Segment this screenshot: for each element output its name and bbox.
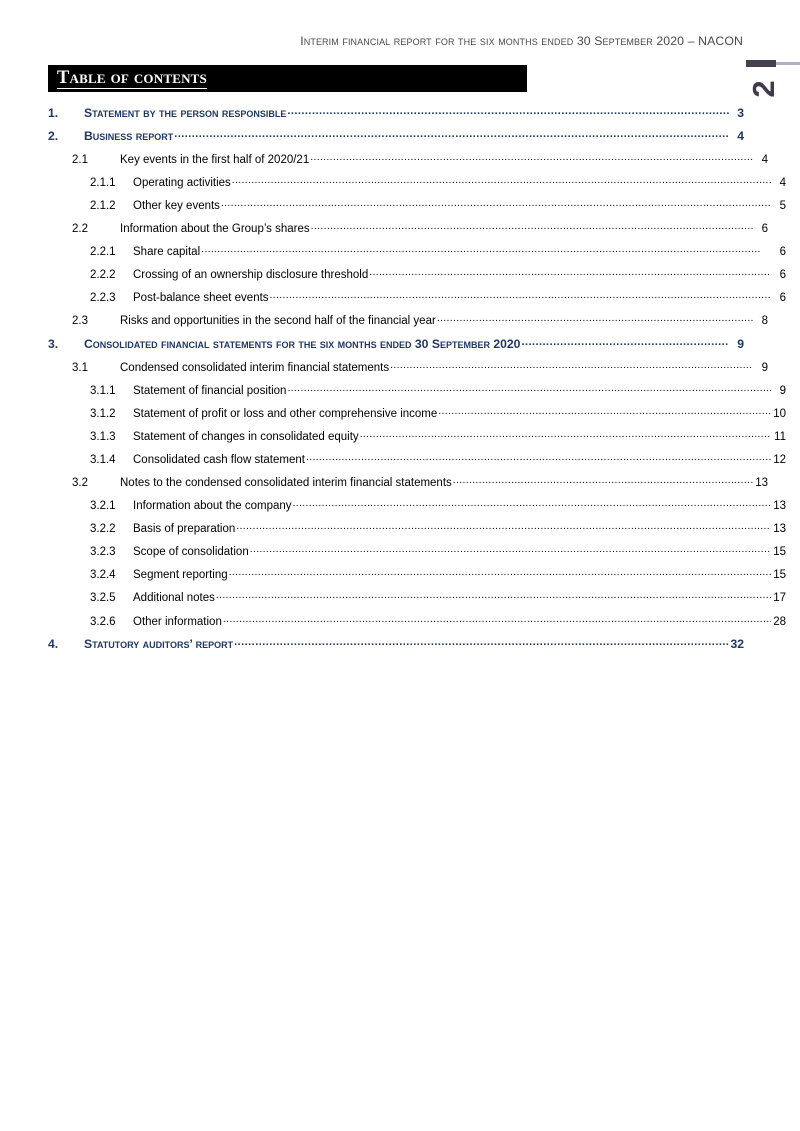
toc-entry[interactable]: [48, 245, 786, 268]
toc-entry-page: 4: [779, 176, 786, 189]
toc-entry[interactable]: [48, 429, 786, 452]
toc-dot-leader: [360, 429, 771, 440]
toc-entry-number: 3.2: [72, 477, 88, 489]
toc-entry[interactable]: [48, 129, 744, 152]
toc-dot-leader: [221, 198, 771, 209]
toc-entry-label: Statement of changes in consolidated equity: [133, 430, 359, 443]
toc-dot-leader: [438, 406, 771, 417]
toc-entry-number: 2.2.1: [90, 246, 116, 259]
toc-entry[interactable]: [48, 591, 786, 614]
toc-entry-label: Share capital: [133, 246, 201, 259]
toc-dot-leader: [229, 568, 771, 579]
toc-entry-label: Other information: [133, 615, 222, 628]
toc-entry-page: 15: [773, 569, 786, 582]
toc-title-banner: [48, 65, 527, 92]
toc-entry[interactable]: [48, 106, 744, 129]
toc-entry-page: 4: [761, 153, 768, 166]
toc-entry-page: 3: [737, 106, 744, 120]
toc-entry-page: 9: [761, 361, 768, 374]
toc-entry-number: 3.1.3: [90, 430, 116, 443]
toc-entry-label: Consolidated cash flow statement: [133, 453, 305, 466]
toc-entry[interactable]: [48, 314, 768, 337]
toc-entry-number: 3.2.4: [90, 569, 116, 582]
toc-entry-label: Additional notes: [133, 592, 215, 605]
toc-entry-number: 3.2.1: [90, 500, 116, 513]
toc-entry-number: 3.1.1: [90, 384, 116, 397]
toc-entry-number: 3.2.6: [90, 615, 116, 628]
toc-entry-page: 17: [773, 592, 786, 605]
toc-entry-number: 2.1.1: [90, 176, 116, 189]
toc-entry-page: 6: [779, 292, 786, 305]
toc-entry-number: 2.: [48, 129, 59, 144]
toc-entry-label: Key events in the first half of 2020/21: [120, 153, 310, 166]
toc-dot-leader: [236, 522, 771, 533]
toc-entry-number: 3.1: [72, 361, 88, 374]
toc-entry-label: Other key events: [133, 199, 220, 212]
toc-entry-page: 12: [773, 453, 786, 466]
running-header: Interim financial report for the six months ended 30 September 2020 – NACON: [300, 34, 743, 48]
toc-entry-label: Consolidated financial statements for the six months ended 30 September 2020: [84, 336, 521, 351]
toc-dot-leader: [453, 476, 753, 487]
toc-entry-label: Post-balance sheet events: [133, 292, 269, 305]
toc-dot-leader: [270, 291, 771, 302]
toc-dot-leader: [306, 452, 771, 463]
toc-entry[interactable]: [48, 637, 744, 660]
toc-entry-label: Business report: [84, 129, 174, 144]
toc-entry-page: 15: [773, 546, 786, 559]
toc-entry-page: 8: [761, 315, 768, 328]
toc-entry-number: 2.2.3: [90, 292, 116, 305]
toc-dot-leader: [287, 383, 771, 394]
marker-rule-dark: [746, 60, 776, 67]
toc-entry-number: 2.3: [72, 315, 88, 328]
toc-entry-label: Operating activities: [133, 176, 231, 189]
toc-entry[interactable]: [48, 614, 786, 637]
toc-dot-leader: [390, 360, 753, 371]
toc-entry[interactable]: [48, 406, 786, 429]
toc-entry-number: 2.1: [72, 153, 88, 166]
toc-entry-number: 3.2.5: [90, 592, 116, 605]
toc-dot-leader: [223, 614, 771, 625]
toc-entry[interactable]: [48, 291, 786, 314]
toc-entry[interactable]: [48, 383, 786, 406]
toc-entry-page: 4: [737, 129, 744, 144]
toc-entry-page: 13: [755, 477, 768, 489]
toc-entry-page: 9: [779, 384, 786, 397]
toc-entry[interactable]: [48, 568, 786, 591]
toc-entry-number: 2.2.2: [90, 269, 116, 282]
toc-dot-leader: [232, 175, 771, 186]
toc-entry-label: Statement of financial position: [133, 384, 287, 397]
toc-entry-label: Statement of profit or loss and other comprehensive income: [133, 407, 438, 420]
toc-dot-leader: [369, 268, 771, 279]
toc-entry[interactable]: [48, 545, 786, 568]
table-of-contents: [48, 106, 786, 660]
toc-entry-number: 3.1.4: [90, 453, 116, 466]
toc-entry[interactable]: [48, 152, 768, 175]
toc-entry-number: 3.: [48, 336, 59, 351]
toc-entry[interactable]: [48, 476, 768, 499]
toc-entry-label: Basis of preparation: [133, 523, 236, 536]
toc-entry-page: 6: [761, 222, 768, 235]
toc-entry-label: Statement by the person responsible: [84, 106, 287, 120]
toc-entry-number: 3.2.2: [90, 523, 116, 536]
toc-entry[interactable]: [48, 221, 768, 244]
toc-entry[interactable]: [48, 452, 786, 475]
toc-entry-label: Information about the company: [133, 500, 292, 513]
toc-entry[interactable]: [48, 175, 786, 198]
toc-entry-page: 13: [773, 523, 786, 536]
toc-entry-page: 13: [773, 500, 786, 513]
toc-entry-number: 3.2.3: [90, 546, 116, 559]
toc-entry-page: 6: [779, 269, 786, 282]
toc-dot-leader: [287, 106, 729, 117]
toc-dot-leader: [216, 591, 771, 602]
toc-dot-leader: [437, 314, 753, 325]
toc-entry-label: Information about the Group’s shares: [120, 222, 310, 235]
toc-entry-number: 3.1.2: [90, 407, 116, 420]
toc-entry-page: 28: [773, 615, 786, 628]
toc-entry-label: Segment reporting: [133, 569, 228, 582]
toc-dot-leader: [174, 129, 729, 140]
toc-entry-page: 9: [737, 336, 744, 351]
toc-entry[interactable]: [48, 522, 786, 545]
toc-entry-label: Scope of consolidation: [133, 546, 249, 559]
page-number: 2: [746, 80, 781, 98]
toc-dot-leader: [310, 152, 753, 163]
marker-rule-light: [776, 62, 800, 65]
toc-entry-page: 6: [779, 246, 786, 259]
toc-dot-leader: [293, 499, 771, 510]
toc-entry[interactable]: [48, 337, 744, 360]
toc-entry-page: 32: [730, 637, 744, 652]
toc-dot-leader: [521, 337, 729, 348]
toc-entry-label: Statutory auditors’ report: [84, 637, 234, 652]
toc-entry-page: 5: [779, 199, 786, 212]
toc-entry[interactable]: [48, 198, 786, 221]
toc-dot-leader: [234, 637, 729, 648]
toc-entry-label: Risks and opportunities in the second half of the financial year: [120, 315, 436, 328]
page-title: Table of contents: [57, 68, 207, 88]
toc-entry-number: 2.2: [72, 222, 88, 235]
toc-entry[interactable]: [48, 268, 786, 291]
toc-entry-number: 1.: [48, 106, 59, 120]
toc-dot-leader: [201, 245, 771, 256]
toc-entry[interactable]: [48, 499, 786, 522]
toc-entry[interactable]: [48, 360, 768, 383]
toc-entry-label: Crossing of an ownership disclosure threshold: [133, 269, 369, 282]
toc-dot-leader: [250, 545, 771, 556]
toc-entry-number: 4.: [48, 637, 59, 652]
page-number-marker: [738, 52, 800, 110]
toc-entry-label: Condensed consolidated interim financial statements: [120, 361, 390, 374]
toc-entry-page: 11: [774, 430, 786, 443]
toc-entry-page: 10: [773, 407, 786, 420]
toc-dot-leader: [311, 221, 753, 232]
toc-entry-label: Notes to the condensed consolidated interim financial statements: [120, 477, 452, 489]
toc-entry-number: 2.1.2: [90, 199, 116, 212]
